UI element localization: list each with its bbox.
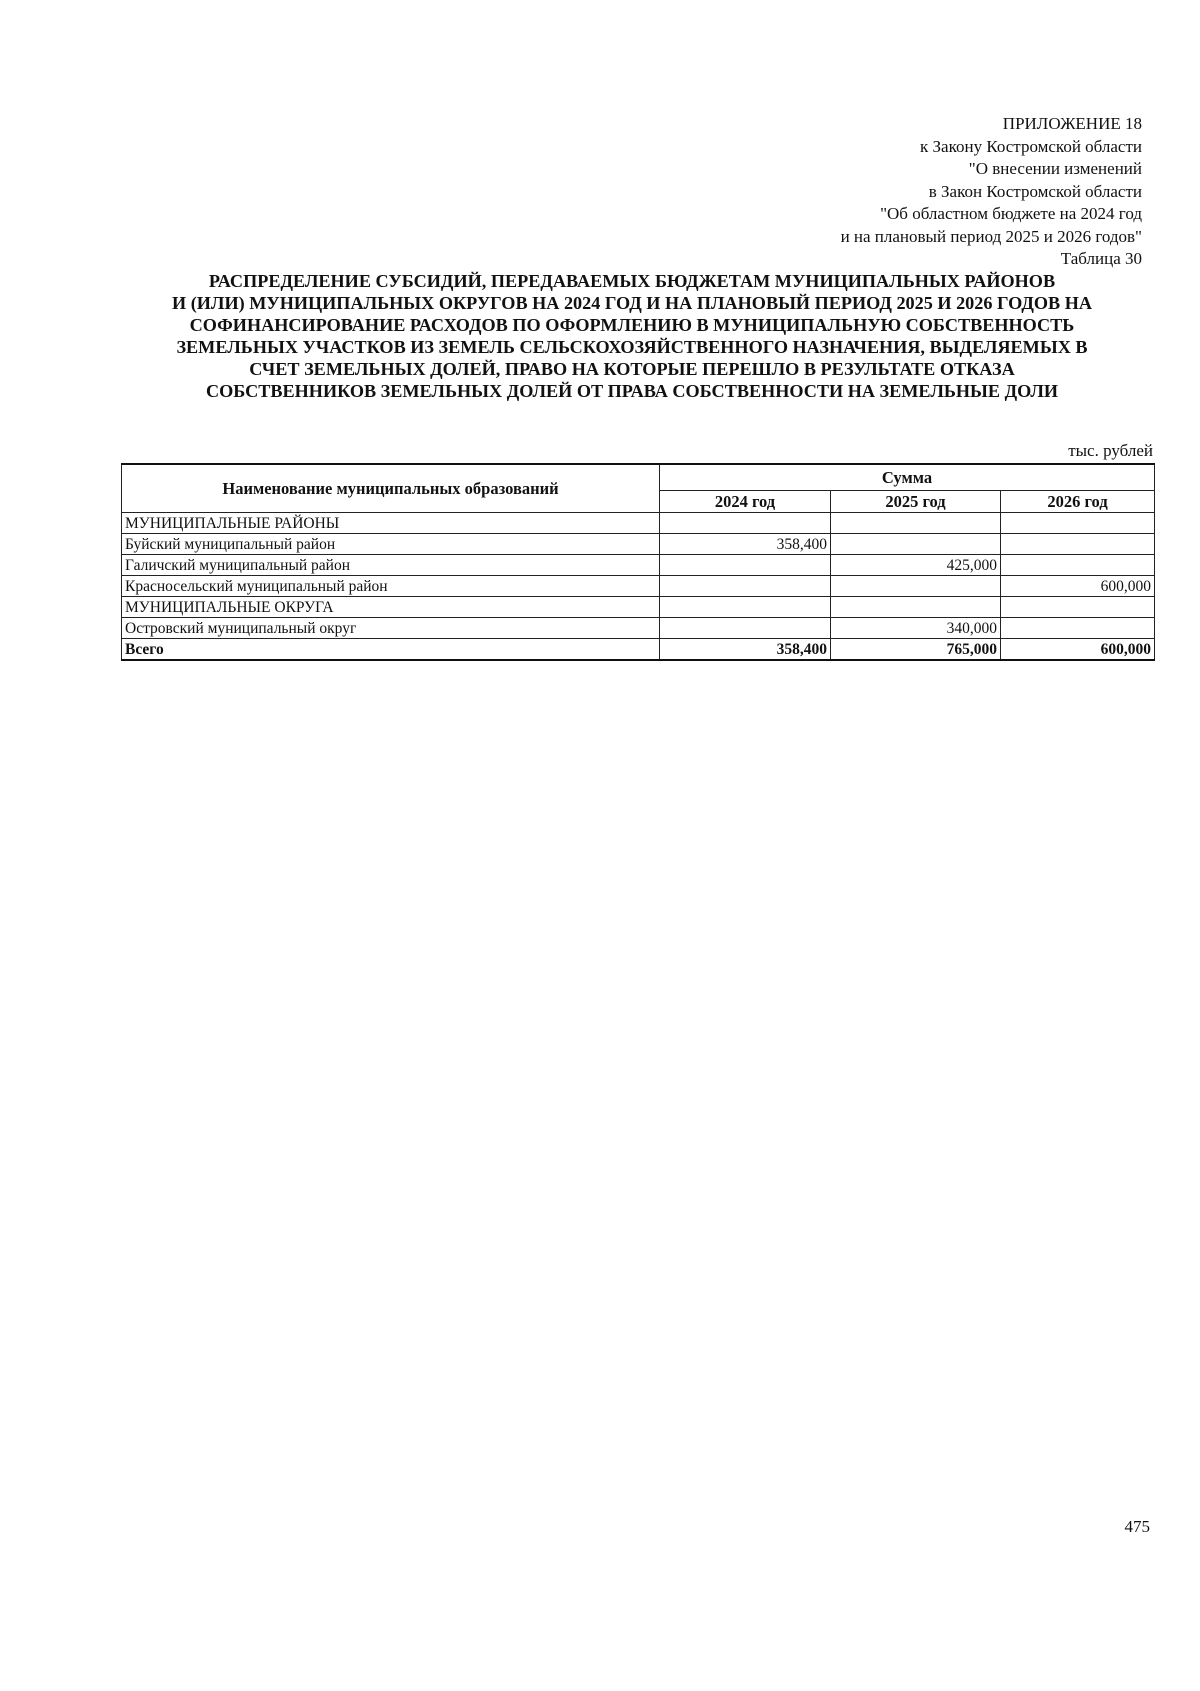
cell-2026 [1001,534,1155,555]
appendix-header [841,113,1142,271]
cell-2024 [660,618,831,639]
row-name: МУНИЦИПАЛЬНЫЕ ОКРУГА [122,597,660,618]
cell-2024: 358,400 [660,534,831,555]
units-label: тыс. рублей [1068,441,1153,460]
row-name: Буйский муниципальный район [122,534,660,555]
cell-2026: 600,000 [1001,576,1155,597]
header-year-2026: 2026 год [1001,491,1155,513]
cell-2026 [1001,618,1155,639]
header-year-2025: 2025 год [831,491,1001,513]
appendix-line: "Об областном бюджете на 2024 год [880,204,1142,223]
cell-2025 [831,534,1001,555]
row-name: МУНИЦИПАЛЬНЫЕ РАЙОНЫ [122,513,660,534]
row-name: Красносельский муниципальный район [122,576,660,597]
cell-2026 [1001,513,1155,534]
header-sum: Сумма [660,464,1155,491]
title-line: РАСПРЕДЕЛЕНИЕ СУБСИДИЙ, ПЕРЕДАВАЕМЫХ БЮДЖЕТАМ МУНИЦИПАЛЬНЫХ РАЙОНОВ [208,271,1056,291]
table-row [122,555,1155,576]
cell-2025 [831,513,1001,534]
table-row [122,618,1155,639]
row-name: Островский муниципальный округ [122,618,660,639]
table-number: Таблица 30 [1060,249,1142,268]
appendix-line: к Закону Костромской области [920,136,1142,156]
title-line: ЗЕМЕЛЬНЫХ УЧАСТКОВ ИЗ ЗЕМЕЛЬ СЕЛЬСКОХОЗЯЙСТВЕННОГО НАЗНАЧЕНИЯ, ВЫДЕЛЯЕМЫХ В [176,337,1088,357]
cell-2025: 425,000 [831,555,1001,576]
table-row [122,513,1155,534]
appendix-line: ПРИЛОЖЕНИЕ 18 [1002,114,1142,133]
appendix-line: и на плановый период 2025 и 2026 годов" [840,226,1142,246]
title-line: И (ИЛИ) МУНИЦИПАЛЬНЫХ ОКРУГОВ НА 2024 ГОД И НА ПЛАНОВЫЙ ПЕРИОД 2025 И 2026 ГОДОВ НА [172,293,1092,313]
subsidy-table [121,463,1155,661]
header-name: Наименование муниципальных образований [122,464,660,513]
title-line: СЧЕТ ЗЕМЕЛЬНЫХ ДОЛЕЙ, ПРАВО НА КОТОРЫЕ ПЕРЕШЛО В РЕЗУЛЬТАТЕ ОТКАЗА [249,359,1015,379]
total-2024: 358,400 [660,639,831,661]
table-row [122,534,1155,555]
total-label: Всего [122,639,660,661]
table-row [122,597,1155,618]
cell-2024 [660,576,831,597]
title-line: СОБСТВЕННИКОВ ЗЕМЕЛЬНЫХ ДОЛЕЙ ОТ ПРАВА СОБСТВЕННОСТИ НА ЗЕМЕЛЬНЫЕ ДОЛИ [205,381,1059,401]
total-row [122,639,1155,661]
cell-2024 [660,597,831,618]
cell-2024 [660,555,831,576]
appendix-line: в Закон Костромской области [928,181,1142,201]
cell-2025 [831,597,1001,618]
appendix-line: "О внесении изменений [968,159,1142,178]
total-2026: 600,000 [1001,639,1155,661]
cell-2026 [1001,597,1155,618]
cell-2025: 340,000 [831,618,1001,639]
cell-2024 [660,513,831,534]
header-year-2024: 2024 год [660,491,831,513]
page-number: 475 [1124,1517,1150,1536]
cell-2026 [1001,555,1155,576]
total-2025: 765,000 [831,639,1001,661]
title-line: СОФИНАНСИРОВАНИЕ РАСХОДОВ ПО ОФОРМЛЕНИЮ В МУНИЦИПАЛЬНУЮ СОБСТВЕННОСТЬ [189,315,1075,335]
cell-2025 [831,576,1001,597]
table-row [122,576,1155,597]
row-name: Галичский муниципальный район [122,555,660,576]
document-title [110,270,1154,402]
